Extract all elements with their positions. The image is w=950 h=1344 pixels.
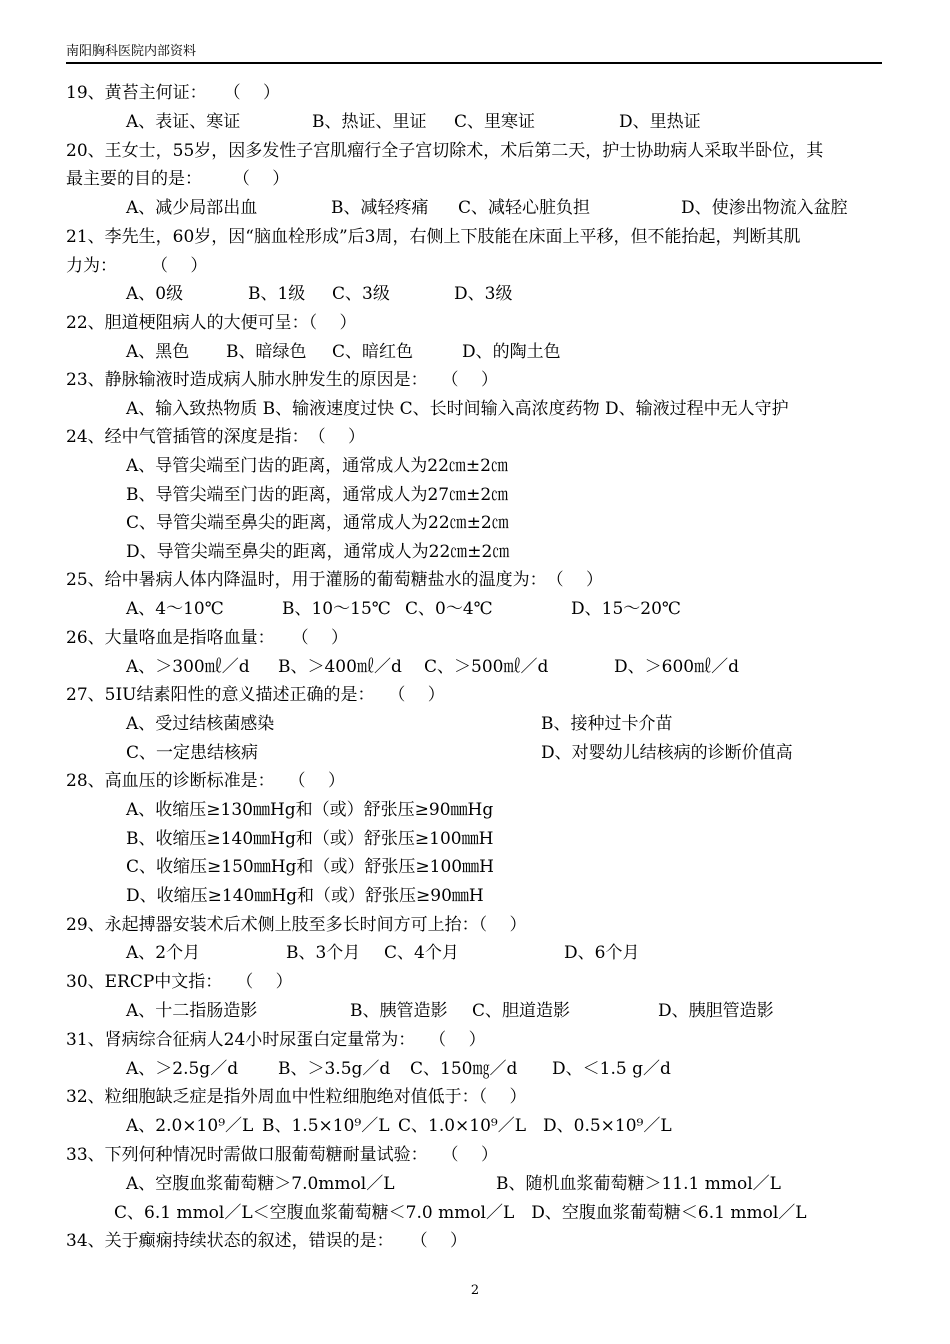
option-21b: B、1级: [248, 284, 306, 304]
option-33b: B、随机血浆葡萄糖＞11.1 mmol／L: [496, 1174, 781, 1194]
option-19b: B、热证、里证: [312, 112, 427, 132]
option-20d: D、使渗出物流入盆腔: [681, 198, 848, 218]
question-23: 23、静脉输液时造成病人肺水肿发生的原因是： （ ）: [66, 370, 498, 390]
question-24: 24、经中气管插管的深度是指： （ ）: [66, 427, 366, 447]
option-28b: B、收缩压≥140㎜Hg和（或）舒张压≥100㎜H: [126, 829, 494, 849]
option-20a: A、减少局部出血: [126, 198, 258, 218]
option-32d: D、0.5×10⁹／L: [543, 1116, 672, 1136]
option-24c: C、导管尖端至鼻尖的距离，通常成人为22㎝±2㎝: [126, 513, 509, 533]
question-20-line1: 20、王女士，55岁，因多发性子宫肌瘤行全子宫切除术，术后第二天，护士协助病人采取半卧位，其: [66, 141, 824, 161]
question-26: 26、大量咯血是指咯血量： （ ）: [66, 628, 349, 648]
option-33a: A、空腹血浆葡萄糖＞7.0mmol／L: [126, 1174, 395, 1194]
option-22a: A、黑色: [126, 342, 190, 362]
question-32: 32、粒细胞缺乏症是指外周血中性粒细胞绝对值低于：（ ）: [66, 1087, 527, 1107]
option-20b: B、减轻疼痛: [331, 198, 429, 218]
option-29d: D、6个月: [564, 943, 640, 963]
option-23-all: A、输入致热物质 B、输液速度过快 C、长时间输入高浓度药物 D、输液过程中无人守护: [126, 399, 789, 419]
page-number: 2: [470, 1283, 480, 1298]
option-28d: D、收缩压≥140㎜Hg和（或）舒张压≥90㎜H: [126, 886, 484, 906]
question-29: 29、永起搏器安装术后术侧上肢至多长时间方可上抬：（ ）: [66, 915, 527, 935]
option-30a: A、十二指肠造影: [126, 1001, 258, 1021]
option-33cd: C、6.1 mmol／L＜空腹血浆葡萄糖＜7.0 mmol／L D、空腹血浆葡萄糖＜6.1 mmol／L: [114, 1203, 807, 1223]
question-21-line1: 21、李先生，60岁，因“脑血栓形成”后3周，右侧上下肢能在床面上平移，但不能抬起，判断其肌: [66, 227, 801, 247]
option-22b: B、暗绿色: [226, 342, 307, 362]
option-30b: B、胰管造影: [350, 1001, 448, 1021]
option-25b: B、10～15℃: [282, 599, 391, 619]
question-20-line2: 最主要的目的是： （ ）: [66, 169, 290, 189]
option-27a: A、受过结核菌感染: [126, 714, 275, 734]
question-31: 31、肾病综合征病人24小时尿蛋白定量常为： （ ）: [66, 1030, 486, 1050]
option-32c: C、1.0×10⁹／L: [398, 1116, 527, 1136]
option-24d: D、导管尖端至鼻尖的距离，通常成人为22㎝±2㎝: [126, 542, 510, 562]
option-31b: B、＞3.5g／d: [278, 1059, 391, 1079]
option-21d: D、3级: [454, 284, 513, 304]
question-28: 28、高血压的诊断标准是： （ ）: [66, 771, 345, 791]
option-19a: A、表证、寒证: [126, 112, 241, 132]
option-31a: A、＞2.5g／d: [126, 1059, 239, 1079]
question-30: 30、ERCP中文指： （ ）: [66, 972, 293, 992]
option-27c: C、一定患结核病: [126, 743, 259, 763]
option-19d: D、里热证: [619, 112, 701, 132]
option-32b: B、1.5×10⁹／L: [262, 1116, 390, 1136]
option-22d: D、的陶土色: [462, 342, 561, 362]
option-25c: C、0～4℃: [405, 599, 493, 619]
option-27b: B、接种过卡介苗: [541, 714, 673, 734]
option-30d: D、胰胆管造影: [658, 1001, 774, 1021]
option-26b: B、＞400㎖／d: [278, 657, 402, 677]
question-22: 22、胆道梗阻病人的大便可呈：（ ）: [66, 313, 357, 333]
question-33: 33、下列何种情况时需做口服葡萄糖耐量试验： （ ）: [66, 1145, 498, 1165]
option-29a: A、2个月: [126, 943, 201, 963]
option-27d: D、对婴幼儿结核病的诊断价值高: [541, 743, 793, 763]
option-30c: C、胆道造影: [472, 1001, 571, 1021]
question-34: 34、关于癫痫持续状态的叙述，错误的是： （ ）: [66, 1231, 468, 1251]
option-25a: A、4～10℃: [126, 599, 224, 619]
option-22c: C、暗红色: [332, 342, 414, 362]
option-31c: C、150㎎／d: [410, 1059, 518, 1079]
option-28c: C、收缩压≥150㎜Hg和（或）舒张压≥100㎜H: [126, 857, 494, 877]
option-24a: A、导管尖端至门齿的距离，通常成人为22㎝±2㎝: [126, 456, 508, 476]
question-21-line2: 力为： （ ）: [66, 256, 208, 276]
question-27: 27、5IU结素阳性的意义描述正确的是： （ ）: [66, 685, 445, 705]
option-29b: B、3个月: [286, 943, 361, 963]
option-24b: B、导管尖端至门齿的距离，通常成人为27㎝±2㎝: [126, 485, 509, 505]
question-19: 19、黄苔主何证： （ ）: [66, 83, 281, 103]
option-32a: A、2.0×10⁹／L: [126, 1116, 254, 1136]
option-29c: C、4个月: [384, 943, 459, 963]
option-20c: C、减轻心脏负担: [458, 198, 591, 218]
option-28a: A、收缩压≥130㎜Hg和（或）舒张压≥90㎜Hg: [126, 800, 494, 820]
option-19c: C、里寒证: [454, 112, 536, 132]
option-21c: C、3级: [332, 284, 390, 304]
option-31d: D、＜1.5 g／d: [552, 1059, 671, 1079]
option-25d: D、15～20℃: [571, 599, 681, 619]
option-26d: D、＞600㎖／d: [614, 657, 739, 677]
option-21a: A、0级: [126, 284, 184, 304]
option-26c: C、＞500㎖／d: [424, 657, 549, 677]
option-26a: A、＞300㎖／d: [126, 657, 250, 677]
page-header: 南阳胸科医院内部资料: [66, 42, 882, 64]
question-25: 25、给中暑病人体内降温时，用于灌肠的葡萄糖盐水的温度为： （ ）: [66, 570, 604, 590]
